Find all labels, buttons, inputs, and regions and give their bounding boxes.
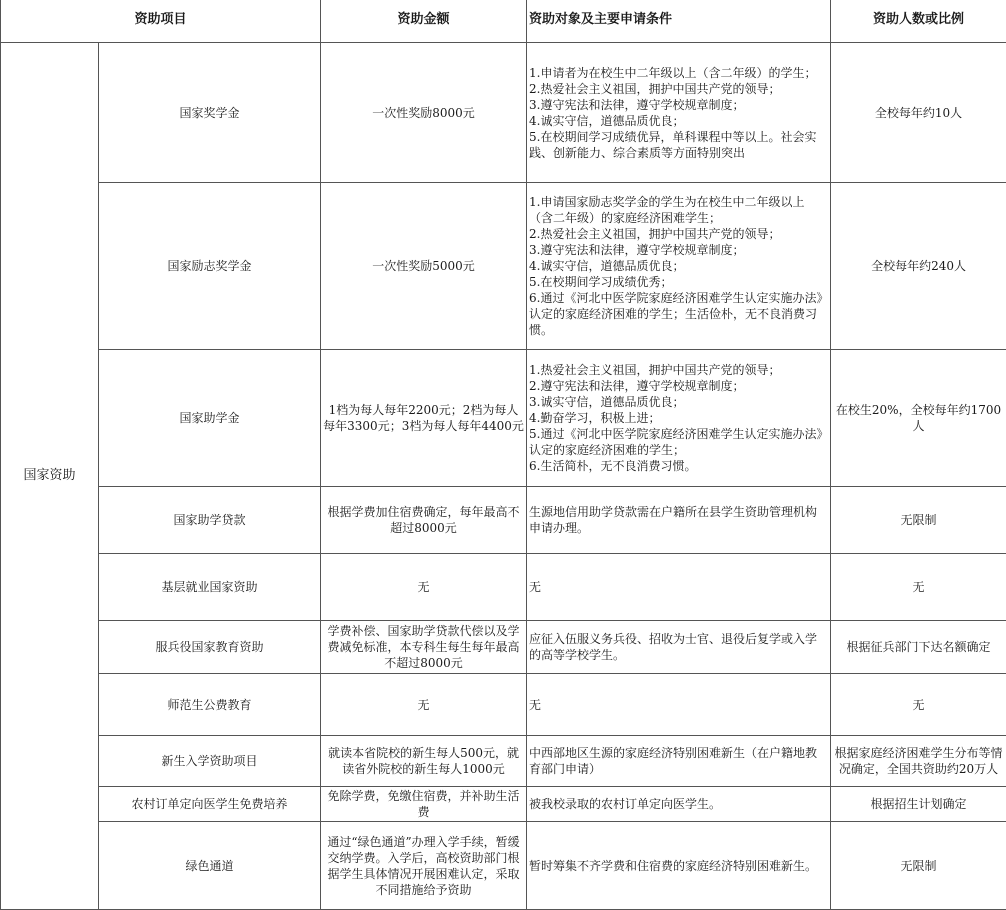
table-row: [1, 822, 1006, 910]
item-quota: 全校每年约240人: [831, 183, 1006, 350]
item-name: 国家奖学金: [99, 43, 321, 183]
table-row: [1, 787, 1006, 822]
item-name: 国家助学金: [99, 350, 321, 487]
item-name: 国家助学贷款: [99, 487, 321, 554]
item-amount: 免除学费，免缴住宿费，并补助生活费: [321, 787, 527, 822]
item-quota: 无限制: [831, 822, 1006, 910]
condition-line: 6.生活简朴，无不良消费习惯。: [529, 458, 828, 474]
item-conditions: [527, 621, 831, 674]
item-name: 基层就业国家资助: [99, 554, 321, 621]
item-conditions: [527, 350, 831, 487]
condition-line: 无: [529, 697, 828, 713]
condition-line: 2.遵守宪法和法律，遵守学校规章制度；: [529, 378, 828, 394]
item-name: 农村订单定向医学生免费培养: [99, 787, 321, 822]
condition-line: 3.诚实守信，道德品质优良；: [529, 394, 828, 410]
table-row: [1, 674, 1006, 736]
condition-line: 被我校录取的农村订单定向医学生。: [529, 796, 828, 812]
item-conditions: [527, 674, 831, 736]
item-quota: 全校每年约10人: [831, 43, 1006, 183]
header-item: 资助项目: [1, 0, 321, 43]
condition-line: 中西部地区生源的家庭经济特别困难新生（在户籍地教育部门申请）: [529, 745, 828, 777]
header-quota: 资助人数或比例: [831, 0, 1006, 43]
item-amount: 1档为每人每年2200元；2档为每人每年3300元；3档为每人每年4400元: [321, 350, 527, 487]
condition-line: 暂时筹集不齐学费和住宿费的家庭经济特别困难新生。: [529, 858, 828, 874]
table-row: [1, 350, 1006, 487]
item-amount: 就读本省院校的新生每人500元，就读省外院校的新生每人1000元: [321, 736, 527, 787]
header-conditions: 资助对象及主要申请条件: [527, 0, 831, 43]
item-conditions: [527, 787, 831, 822]
item-conditions: [527, 487, 831, 554]
item-conditions: [527, 736, 831, 787]
condition-line: 无: [529, 579, 828, 595]
item-quota: 根据家庭经济困难学生分布等情况确定，全国共资助约20万人: [831, 736, 1006, 787]
item-amount: 一次性奖励8000元: [321, 43, 527, 183]
condition-line: 3.遵守宪法和法律，遵守学校规章制度；: [529, 242, 828, 258]
table-row: [1, 554, 1006, 621]
group-label: 国家资助: [1, 43, 99, 910]
condition-line: 4.诚实守信，道德品质优良；: [529, 258, 828, 274]
item-amount: 一次性奖励5000元: [321, 183, 527, 350]
condition-line: 2.热爱社会主义祖国，拥护中国共产党的领导；: [529, 81, 828, 97]
item-quota: 无: [831, 674, 1006, 736]
item-quota: 在校生20%，全校每年约1700人: [831, 350, 1006, 487]
condition-line: 5.在校期间学习成绩优秀；: [529, 274, 828, 290]
table-row: [1, 736, 1006, 787]
item-quota: 无: [831, 554, 1006, 621]
condition-line: 4.勤奋学习，积极上进；: [529, 410, 828, 426]
condition-line: 4.诚实守信，道德品质优良；: [529, 113, 828, 129]
table-row: [1, 487, 1006, 554]
condition-line: 3.遵守宪法和法律，遵守学校规章制度；: [529, 97, 828, 113]
item-name: 师范生公费教育: [99, 674, 321, 736]
table-row: [1, 43, 1006, 183]
item-conditions: [527, 183, 831, 350]
item-quota: 根据招生计划确定: [831, 787, 1006, 822]
item-amount: 根据学费加住宿费确定，每年最高不超过8000元: [321, 487, 527, 554]
condition-line: 5.在校期间学习成绩优异，单科课程中等以上。社会实践、创新能力、综合素质等方面特别突出: [529, 129, 828, 161]
item-conditions: [527, 43, 831, 183]
condition-line: 6.通过《河北中医学院家庭经济困难学生认定实施办法》认定的家庭经济困难的学生；生活俭朴，无不良消费习惯。: [529, 290, 828, 338]
condition-line: 2.热爱社会主义祖国，拥护中国共产党的领导；: [529, 226, 828, 242]
item-amount: 无: [321, 554, 527, 621]
item-quota: 无限制: [831, 487, 1006, 554]
table-row: [1, 621, 1006, 674]
condition-line: 1.热爱社会主义祖国，拥护中国共产党的领导；: [529, 362, 828, 378]
condition-line: 生源地信用助学贷款需在户籍所在县学生资助管理机构申请办理。: [529, 504, 828, 536]
item-name: 新生入学资助项目: [99, 736, 321, 787]
condition-line: 1.申请国家励志奖学金的学生为在校生中二年级以上（含二年级）的家庭经济困难学生；: [529, 194, 828, 226]
condition-line: 1.申请者为在校生中二年级以上（含二年级）的学生；: [529, 65, 828, 81]
item-name: 绿色通道: [99, 822, 321, 910]
item-quota: 根据征兵部门下达名额确定: [831, 621, 1006, 674]
item-name: 服兵役国家教育资助: [99, 621, 321, 674]
item-conditions: [527, 554, 831, 621]
item-amount: 学费补偿、国家助学贷款代偿以及学费减免标准，本专科生每生每年最高不超过8000元: [321, 621, 527, 674]
item-amount: 无: [321, 674, 527, 736]
header-row: [1, 0, 1006, 43]
condition-line: 应征入伍服义务兵役、招收为士官、退役后复学或入学的高等学校学生。: [529, 631, 828, 663]
table-row: [1, 183, 1006, 350]
item-conditions: [527, 822, 831, 910]
condition-line: 5.通过《河北中医学院家庭经济困难学生认定实施办法》认定的家庭经济困难的学生；: [529, 426, 828, 458]
item-name: 国家励志奖学金: [99, 183, 321, 350]
item-amount: 通过“绿色通道”办理入学手续，暂缓交纳学费。入学后，高校资助部门根据学生具体情况开展困难认定，采取不同措施给予资助: [321, 822, 527, 910]
header-amount: 资助金额: [321, 0, 527, 43]
